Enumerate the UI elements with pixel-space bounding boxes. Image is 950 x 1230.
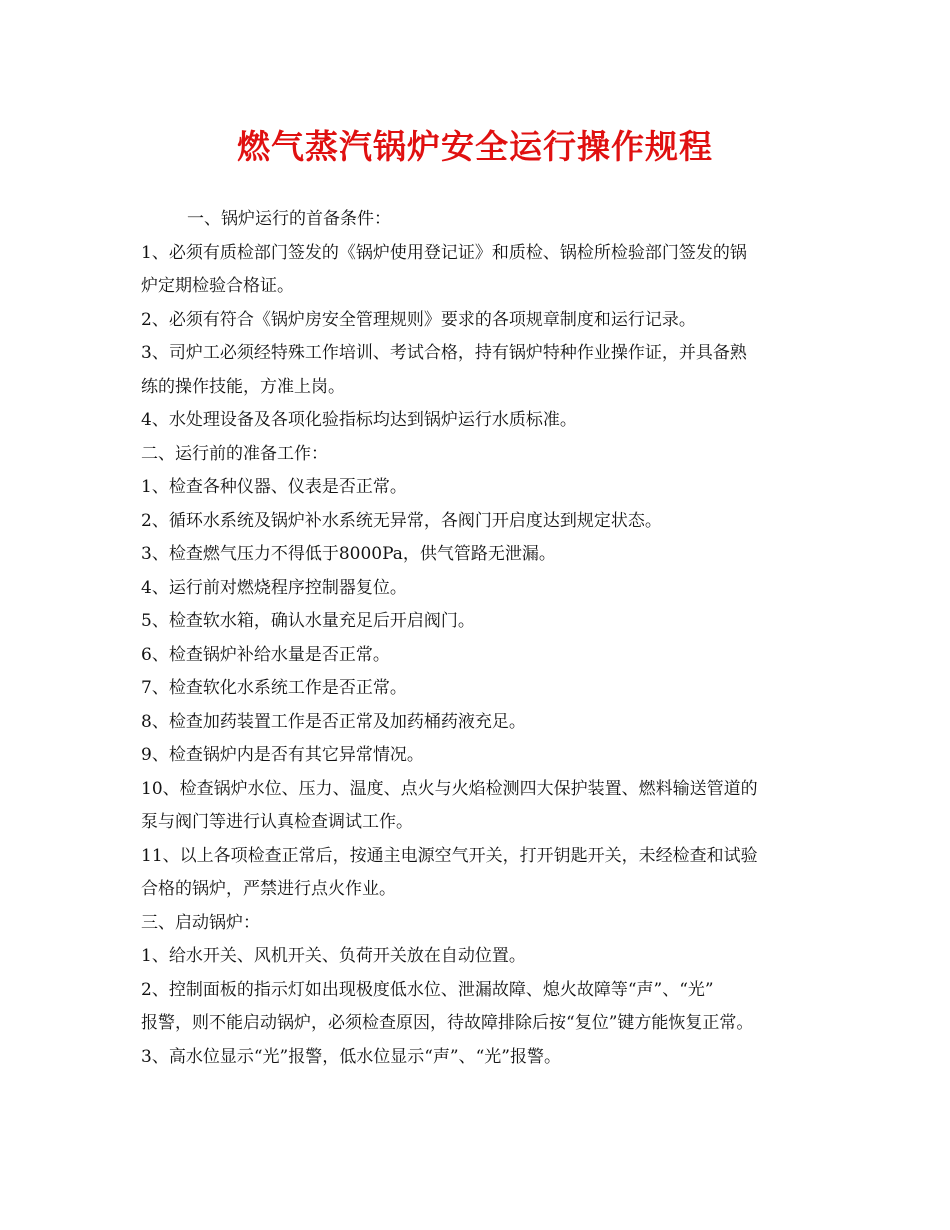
paragraph-line: 泵与阀门等进行认真检查调试工作。: [141, 812, 413, 832]
paragraph-line: 报警，则不能启动锅炉，必须检查原因，待故障排除后按“复位”键方能恢复正常。: [141, 1013, 754, 1033]
paragraph-line: 7、检查软化水系统工作是否正常。: [141, 678, 407, 698]
paragraph-line: 合格的锅炉，严禁进行点火作业。: [141, 879, 396, 899]
paragraph-line: 2、循环水系统及锅炉补水系统无异常，各阀门开启度达到规定状态。: [141, 510, 662, 531]
paragraph-line: 4、运行前对燃烧程序控制器复位。: [141, 577, 407, 598]
paragraph-line: 3、检查燃气压力不得低于8000Pa，供气管路无泄漏。: [141, 544, 556, 564]
document-body: [141, 203, 831, 1074]
section-heading: 三、启动锅炉：: [141, 912, 260, 933]
paragraph-line: 9、检查锅炉内是否有其它异常情况。: [141, 745, 424, 765]
document-title: 燃气蒸汽锅炉安全运行操作规程: [237, 127, 713, 166]
section-heading: 一、锅炉运行的首备条件：: [187, 209, 391, 229]
paragraph-line: 练的操作技能，方准上岗。: [141, 376, 345, 397]
paragraph-line: 3、司炉工必须经特殊工作培训、考试合格，持有锅炉特种作业操作证，并具备熟: [141, 343, 747, 363]
paragraph-line: 炉定期检验合格证。: [141, 276, 294, 296]
paragraph-line: 10、检查锅炉水位、压力、温度、点火与火焰检测四大保护装置、燃料输送管道的: [141, 778, 758, 799]
paragraph-line: 11、以上各项检查正常后，按通主电源空气开关，打开钥匙开关，未经检查和试验: [141, 845, 758, 866]
paragraph-line: 2、必须有符合《锅炉房安全管理规则》要求的各项规章制度和运行记录。: [141, 309, 696, 330]
section-heading: 二、运行前的准备工作：: [141, 443, 328, 464]
paragraph-line: 1、必须有质检部门签发的《锅炉使用登记证》和质检、锅检所检验部门签发的锅: [141, 242, 747, 263]
paragraph-line: 3、高水位显示“光”报警，低水位显示“声”、“光”报警。: [141, 1046, 561, 1067]
paragraph-line: 5、检查软水箱，确认水量充足后开启阀门。: [141, 611, 475, 631]
paragraph-line: 1、给水开关、风机开关、负荷开关放在自动位置。: [141, 946, 526, 966]
paragraph-line: 6、检查锅炉补给水量是否正常。: [141, 644, 390, 665]
paragraph-line: 8、检查加药装置工作是否正常及加药桶药液充足。: [141, 711, 526, 732]
paragraph-line: 4、水处理设备及各项化验指标均达到锅炉运行水质标准。: [141, 410, 577, 430]
paragraph-line: 1、检查各种仪器、仪表是否正常。: [141, 477, 407, 497]
paragraph-line: 2、控制面板的指示灯如出现极度低水位、泄漏故障、熄火故障等“声”、“光”: [141, 979, 714, 1000]
